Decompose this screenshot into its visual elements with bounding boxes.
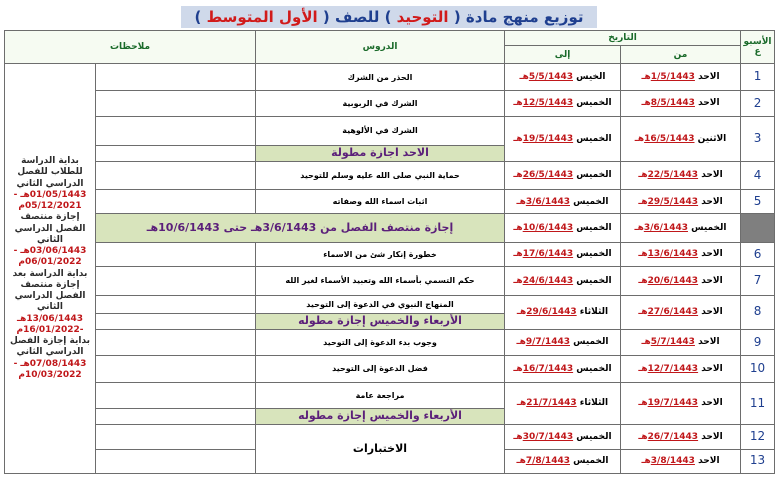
notes-blank [96, 161, 256, 189]
notes-blank [96, 382, 256, 408]
note-text: إجازة منتصف الفصل الدراسي الثاني [14, 212, 86, 245]
notes-blank [96, 295, 256, 313]
from-date: الاحد 27/6/1443هـ [621, 295, 741, 329]
week-number: 13 [741, 449, 775, 473]
notes-column [5, 64, 96, 474]
to-date: الخميس 9/7/1443هـ [505, 329, 621, 355]
note-date: 01/05/1443هـ - [13, 189, 87, 200]
header-lessons: الدروس [256, 31, 505, 64]
lesson-title: الشرك في الربوبية [256, 90, 505, 116]
notes-blank [96, 117, 256, 145]
lesson-title: مراجعة عامة [256, 382, 505, 408]
from-date: الاحد 20/6/1443هـ [621, 267, 741, 295]
week-number: 9 [741, 329, 775, 355]
week-number: 5 [741, 190, 775, 214]
curriculum-table [4, 30, 775, 474]
from-date: الاحد 13/6/1443هـ [621, 242, 741, 266]
week-number: 8 [741, 295, 775, 329]
header-from: من [621, 46, 741, 64]
week-number: 10 [741, 356, 775, 382]
note-date: -16/01/2022م [16, 324, 84, 335]
holiday-row: الاحد اجازة مطولة [256, 145, 505, 161]
break-marker [741, 214, 775, 242]
header-notes: ملاحظات [5, 31, 256, 64]
from-date: الاحد 3/8/1443هـ [621, 449, 741, 473]
holiday-row: الأربعاء والخميس إجازة مطوله [256, 313, 505, 329]
week-number: 4 [741, 161, 775, 189]
note-date: 03/06/1443هـ - [13, 246, 87, 257]
lesson-title: المنهاج النبوي في الدعوة إلى التوحيد [256, 295, 505, 313]
header-date: التاريخ [505, 31, 741, 46]
to-date: الثلاثاء 21/7/1443هـ [505, 382, 621, 425]
exams-cell: الاختبارات [256, 425, 505, 474]
week-number: 1 [741, 64, 775, 90]
notes-blank [96, 90, 256, 116]
to-date: الخميس 26/5/1443هـ [505, 161, 621, 189]
lesson-title: حكم التسمي بأسماء الله وتعبيد الأسماء لغير الله [256, 267, 505, 295]
grade-name: الأول المتوسط [206, 8, 318, 26]
notes-blank [96, 64, 256, 90]
to-date: الثلاثاء 29/6/1443هـ [505, 295, 621, 329]
from-date: الاحد 26/7/1443هـ [621, 425, 741, 449]
from-date: الخميس 3/6/1443هـ [621, 214, 741, 242]
from-date: الاحد 1/5/1443هـ [621, 64, 741, 90]
to-date: الخميس 7/8/1443هـ [505, 449, 621, 473]
notes-blank [96, 449, 256, 473]
note-date: 07/08/1443هـ - [13, 358, 87, 369]
notes-blank [96, 313, 256, 329]
week-number: 3 [741, 117, 775, 162]
lesson-title: خطورة إنكار شئ من الاسماء [256, 242, 505, 266]
note-date: 05/12/2021م [18, 201, 82, 212]
lesson-title: الحذر من الشرك [256, 64, 505, 90]
from-date: الاحد 29/5/1443هـ [621, 190, 741, 214]
notes-blank [96, 356, 256, 382]
note-date: 06/01/2022م [18, 257, 82, 268]
lesson-title: الشرك في الألوهية [256, 117, 505, 145]
from-date: الاحد 12/7/1443هـ [621, 356, 741, 382]
lesson-title: وجوب بدء الدعوة إلى التوحيد [256, 329, 505, 355]
from-date: الاحد 5/7/1443هـ [621, 329, 741, 355]
notes-blank [96, 190, 256, 214]
note-text: بداية الدراسة بعد إجازة منتصف الفصل الدراسي الثاني [12, 268, 88, 313]
notes-blank [96, 425, 256, 449]
from-date: الاحد 22/5/1443هـ [621, 161, 741, 189]
to-date: الخميس 24/6/1443هـ [505, 267, 621, 295]
to-date: الخميس 17/6/1443هـ [505, 242, 621, 266]
from-date: الاثنين 16/5/1443هـ [621, 117, 741, 162]
note-date: 13/06/1443هـ [17, 313, 83, 324]
to-date: الخميس 12/5/1443هـ [505, 90, 621, 116]
from-date: الاحد 19/7/1443هـ [621, 382, 741, 425]
to-date: الخيس 5/5/1443هـ [505, 64, 621, 90]
notes-blank [96, 242, 256, 266]
to-date: الخميس 3/6/1443هـ [505, 190, 621, 214]
holiday-row: الأربعاء والخميس إجازة مطوله [256, 408, 505, 424]
subject-name: التوحيد [396, 8, 449, 26]
note-text: بداية الدراسة للطلاب للفصل الدراسي الثاني [16, 156, 84, 189]
page-title: توزيع منهج مادة ( التوحيد ) للصف ( الأول المتوسط ) [181, 6, 598, 28]
lesson-title: فضل الدعوة إلى التوحيد [256, 356, 505, 382]
header-to: إلى [505, 46, 621, 64]
from-date: الاحد 8/5/1443هـ [621, 90, 741, 116]
lesson-title: حماية النبي صلى الله عليه وسلم للتوحيد [256, 161, 505, 189]
week-number: 2 [741, 90, 775, 116]
notes-blank [96, 267, 256, 295]
week-number: 7 [741, 267, 775, 295]
to-date: الخميس 19/5/1443هـ [505, 117, 621, 162]
week-number: 12 [741, 425, 775, 449]
note-date: 10/03/2022م [18, 369, 82, 380]
notes-blank [96, 329, 256, 355]
to-date: الخميس 30/7/1443هـ [505, 425, 621, 449]
midterm-break-banner: إجازة منتصف الفصل من 3/6/1443هـ حتى 10/6/1443هـ [96, 214, 505, 242]
week-number: 6 [741, 242, 775, 266]
week-number: 11 [741, 382, 775, 425]
header-week: الأسبو ع [741, 31, 775, 64]
notes-blank [96, 145, 256, 161]
to-date: الخميس 10/6/1443هـ [505, 214, 621, 242]
notes-blank [96, 408, 256, 424]
lesson-title: اثبات اسماء الله وصفاته [256, 190, 505, 214]
to-date: الخميس 16/7/1443هـ [505, 356, 621, 382]
title-bar [0, 2, 778, 32]
note-text: بداية إجازة الفصل الدراسي الثاني [9, 336, 91, 358]
